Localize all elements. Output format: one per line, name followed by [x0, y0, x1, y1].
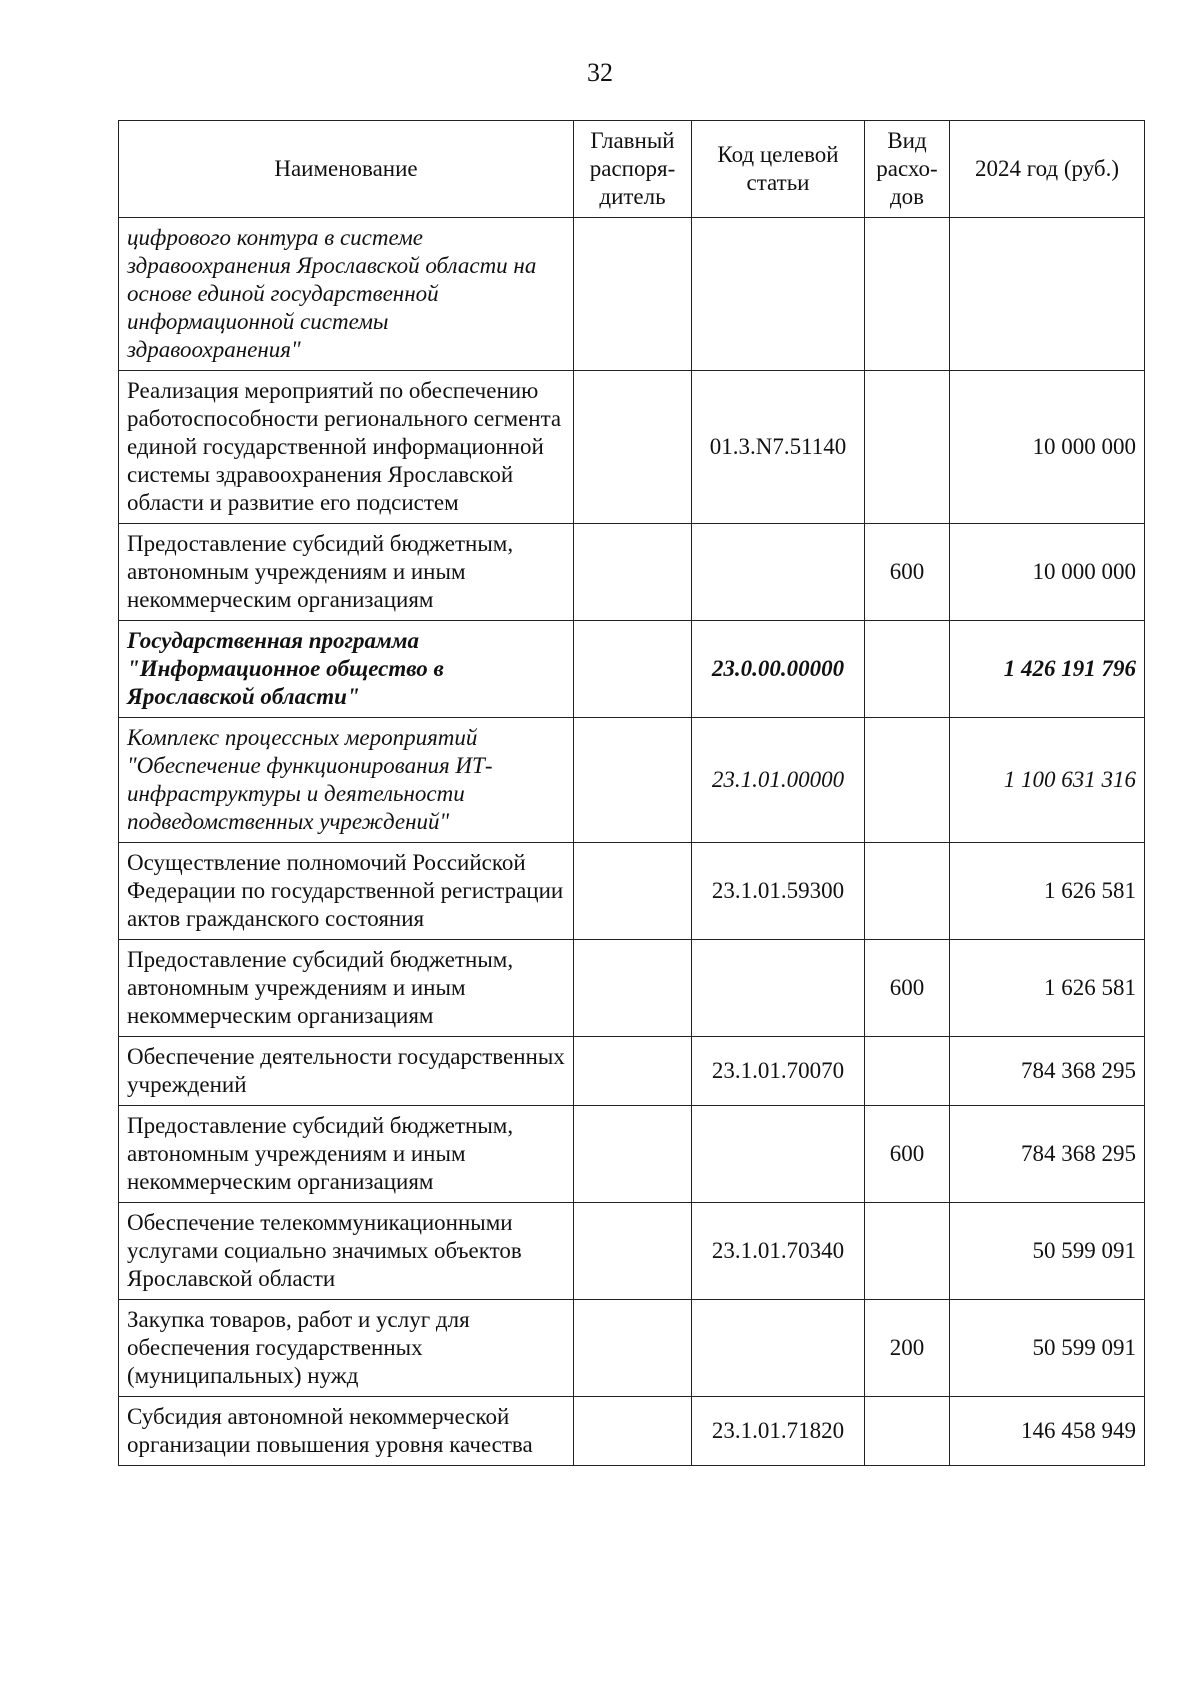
row-expense-type-cell	[865, 843, 950, 940]
row-target-code-cell: 23.1.01.00000	[692, 718, 865, 843]
budget-table	[118, 120, 1145, 1466]
row-amount-cell: 1 626 581	[950, 843, 1145, 940]
header-name: Наименование	[119, 121, 574, 218]
row-expense-type-cell	[865, 1037, 950, 1106]
row-main-manager-cell	[574, 524, 692, 621]
row-name-cell: цифрового контура в системе здравоохранения Ярославской области на основе единой государственной информационной системы здравоохранения"	[119, 218, 574, 371]
table-row	[119, 1203, 1145, 1300]
table-row	[119, 621, 1145, 718]
table-row	[119, 1106, 1145, 1203]
row-expense-type-cell: 200	[865, 1300, 950, 1397]
row-main-manager-cell	[574, 1106, 692, 1203]
row-amount-cell: 50 599 091	[950, 1203, 1145, 1300]
header-target-code: Код целевой статьи	[692, 121, 865, 218]
row-expense-type-cell	[865, 621, 950, 718]
table-row	[119, 218, 1145, 371]
row-name-cell: Обеспечение деятельности государственных учреждений	[119, 1037, 574, 1106]
row-target-code-cell	[692, 940, 865, 1037]
row-amount-cell: 784 368 295	[950, 1106, 1145, 1203]
row-name-cell: Предоставление субсидий бюджетным, автономным учреждениям и иным некоммерческим организациям	[119, 940, 574, 1037]
row-amount-cell: 1 100 631 316	[950, 718, 1145, 843]
row-name-cell: Закупка товаров, работ и услуг для обеспечения государственных (муниципальных) нужд	[119, 1300, 574, 1397]
row-expense-type-cell	[865, 1397, 950, 1466]
row-main-manager-cell	[574, 718, 692, 843]
table-row	[119, 1300, 1145, 1397]
table-row	[119, 843, 1145, 940]
row-main-manager-cell	[574, 1203, 692, 1300]
row-target-code-cell	[692, 1106, 865, 1203]
row-main-manager-cell	[574, 843, 692, 940]
row-main-manager-cell	[574, 621, 692, 718]
row-name-cell: Осуществление полномочий Российской Федерации по государственной регистрации актов гражданского состояния	[119, 843, 574, 940]
row-amount-cell: 1 626 581	[950, 940, 1145, 1037]
row-target-code-cell: 23.1.01.70340	[692, 1203, 865, 1300]
table-row	[119, 524, 1145, 621]
row-amount-cell: 10 000 000	[950, 524, 1145, 621]
page-number: 32	[587, 58, 613, 87]
row-amount-cell	[950, 218, 1145, 371]
row-target-code-cell: 23.1.01.59300	[692, 843, 865, 940]
table-row	[119, 1037, 1145, 1106]
row-amount-cell: 146 458 949	[950, 1397, 1145, 1466]
row-name-cell: Обеспечение телекоммуникационными услугами социально значимых объектов Ярославской области	[119, 1203, 574, 1300]
row-expense-type-cell	[865, 218, 950, 371]
row-expense-type-cell: 600	[865, 524, 950, 621]
row-target-code-cell: 23.0.00.00000	[692, 621, 865, 718]
table-body	[119, 218, 1145, 1466]
row-main-manager-cell	[574, 1300, 692, 1397]
row-target-code-cell	[692, 218, 865, 371]
row-main-manager-cell	[574, 371, 692, 524]
row-expense-type-cell	[865, 371, 950, 524]
table-row	[119, 371, 1145, 524]
row-name-cell: Субсидия автономной некоммерческой организации повышения уровня качества	[119, 1397, 574, 1466]
row-name-cell: Комплекс процессных мероприятий "Обеспечение функционирования ИТ-инфраструктуры и деятельности подведомственных учреждений"	[119, 718, 574, 843]
header-main-manager: Главный распоря-дитель	[574, 121, 692, 218]
row-main-manager-cell	[574, 1037, 692, 1106]
table-row	[119, 718, 1145, 843]
table-row	[119, 940, 1145, 1037]
header-expense-type: Вид расхо-дов	[865, 121, 950, 218]
row-target-code-cell: 01.3.N7.51140	[692, 371, 865, 524]
row-name-cell: Предоставление субсидий бюджетным, автономным учреждениям и иным некоммерческим организациям	[119, 1106, 574, 1203]
row-main-manager-cell	[574, 1397, 692, 1466]
table-header-row	[119, 121, 1145, 218]
row-name-cell: Предоставление субсидий бюджетным, автономным учреждениям и иным некоммерческим организациям	[119, 524, 574, 621]
row-expense-type-cell	[865, 718, 950, 843]
row-name-cell: Государственная программа "Информационное общество в Ярославской области"	[119, 621, 574, 718]
row-amount-cell: 10 000 000	[950, 371, 1145, 524]
row-main-manager-cell	[574, 940, 692, 1037]
row-target-code-cell: 23.1.01.70070	[692, 1037, 865, 1106]
row-expense-type-cell: 600	[865, 940, 950, 1037]
row-amount-cell: 784 368 295	[950, 1037, 1145, 1106]
row-main-manager-cell	[574, 218, 692, 371]
row-amount-cell: 1 426 191 796	[950, 621, 1145, 718]
row-target-code-cell: 23.1.01.71820	[692, 1397, 865, 1466]
row-expense-type-cell	[865, 1203, 950, 1300]
row-amount-cell: 50 599 091	[950, 1300, 1145, 1397]
table-row	[119, 1397, 1145, 1466]
row-expense-type-cell: 600	[865, 1106, 950, 1203]
row-name-cell: Реализация мероприятий по обеспечению работоспособности регионального сегмента единой государственной информационной системы здравоохранения Ярославской области и развитие его подсистем	[119, 371, 574, 524]
row-target-code-cell	[692, 1300, 865, 1397]
row-target-code-cell	[692, 524, 865, 621]
header-year: 2024 год (руб.)	[950, 121, 1145, 218]
